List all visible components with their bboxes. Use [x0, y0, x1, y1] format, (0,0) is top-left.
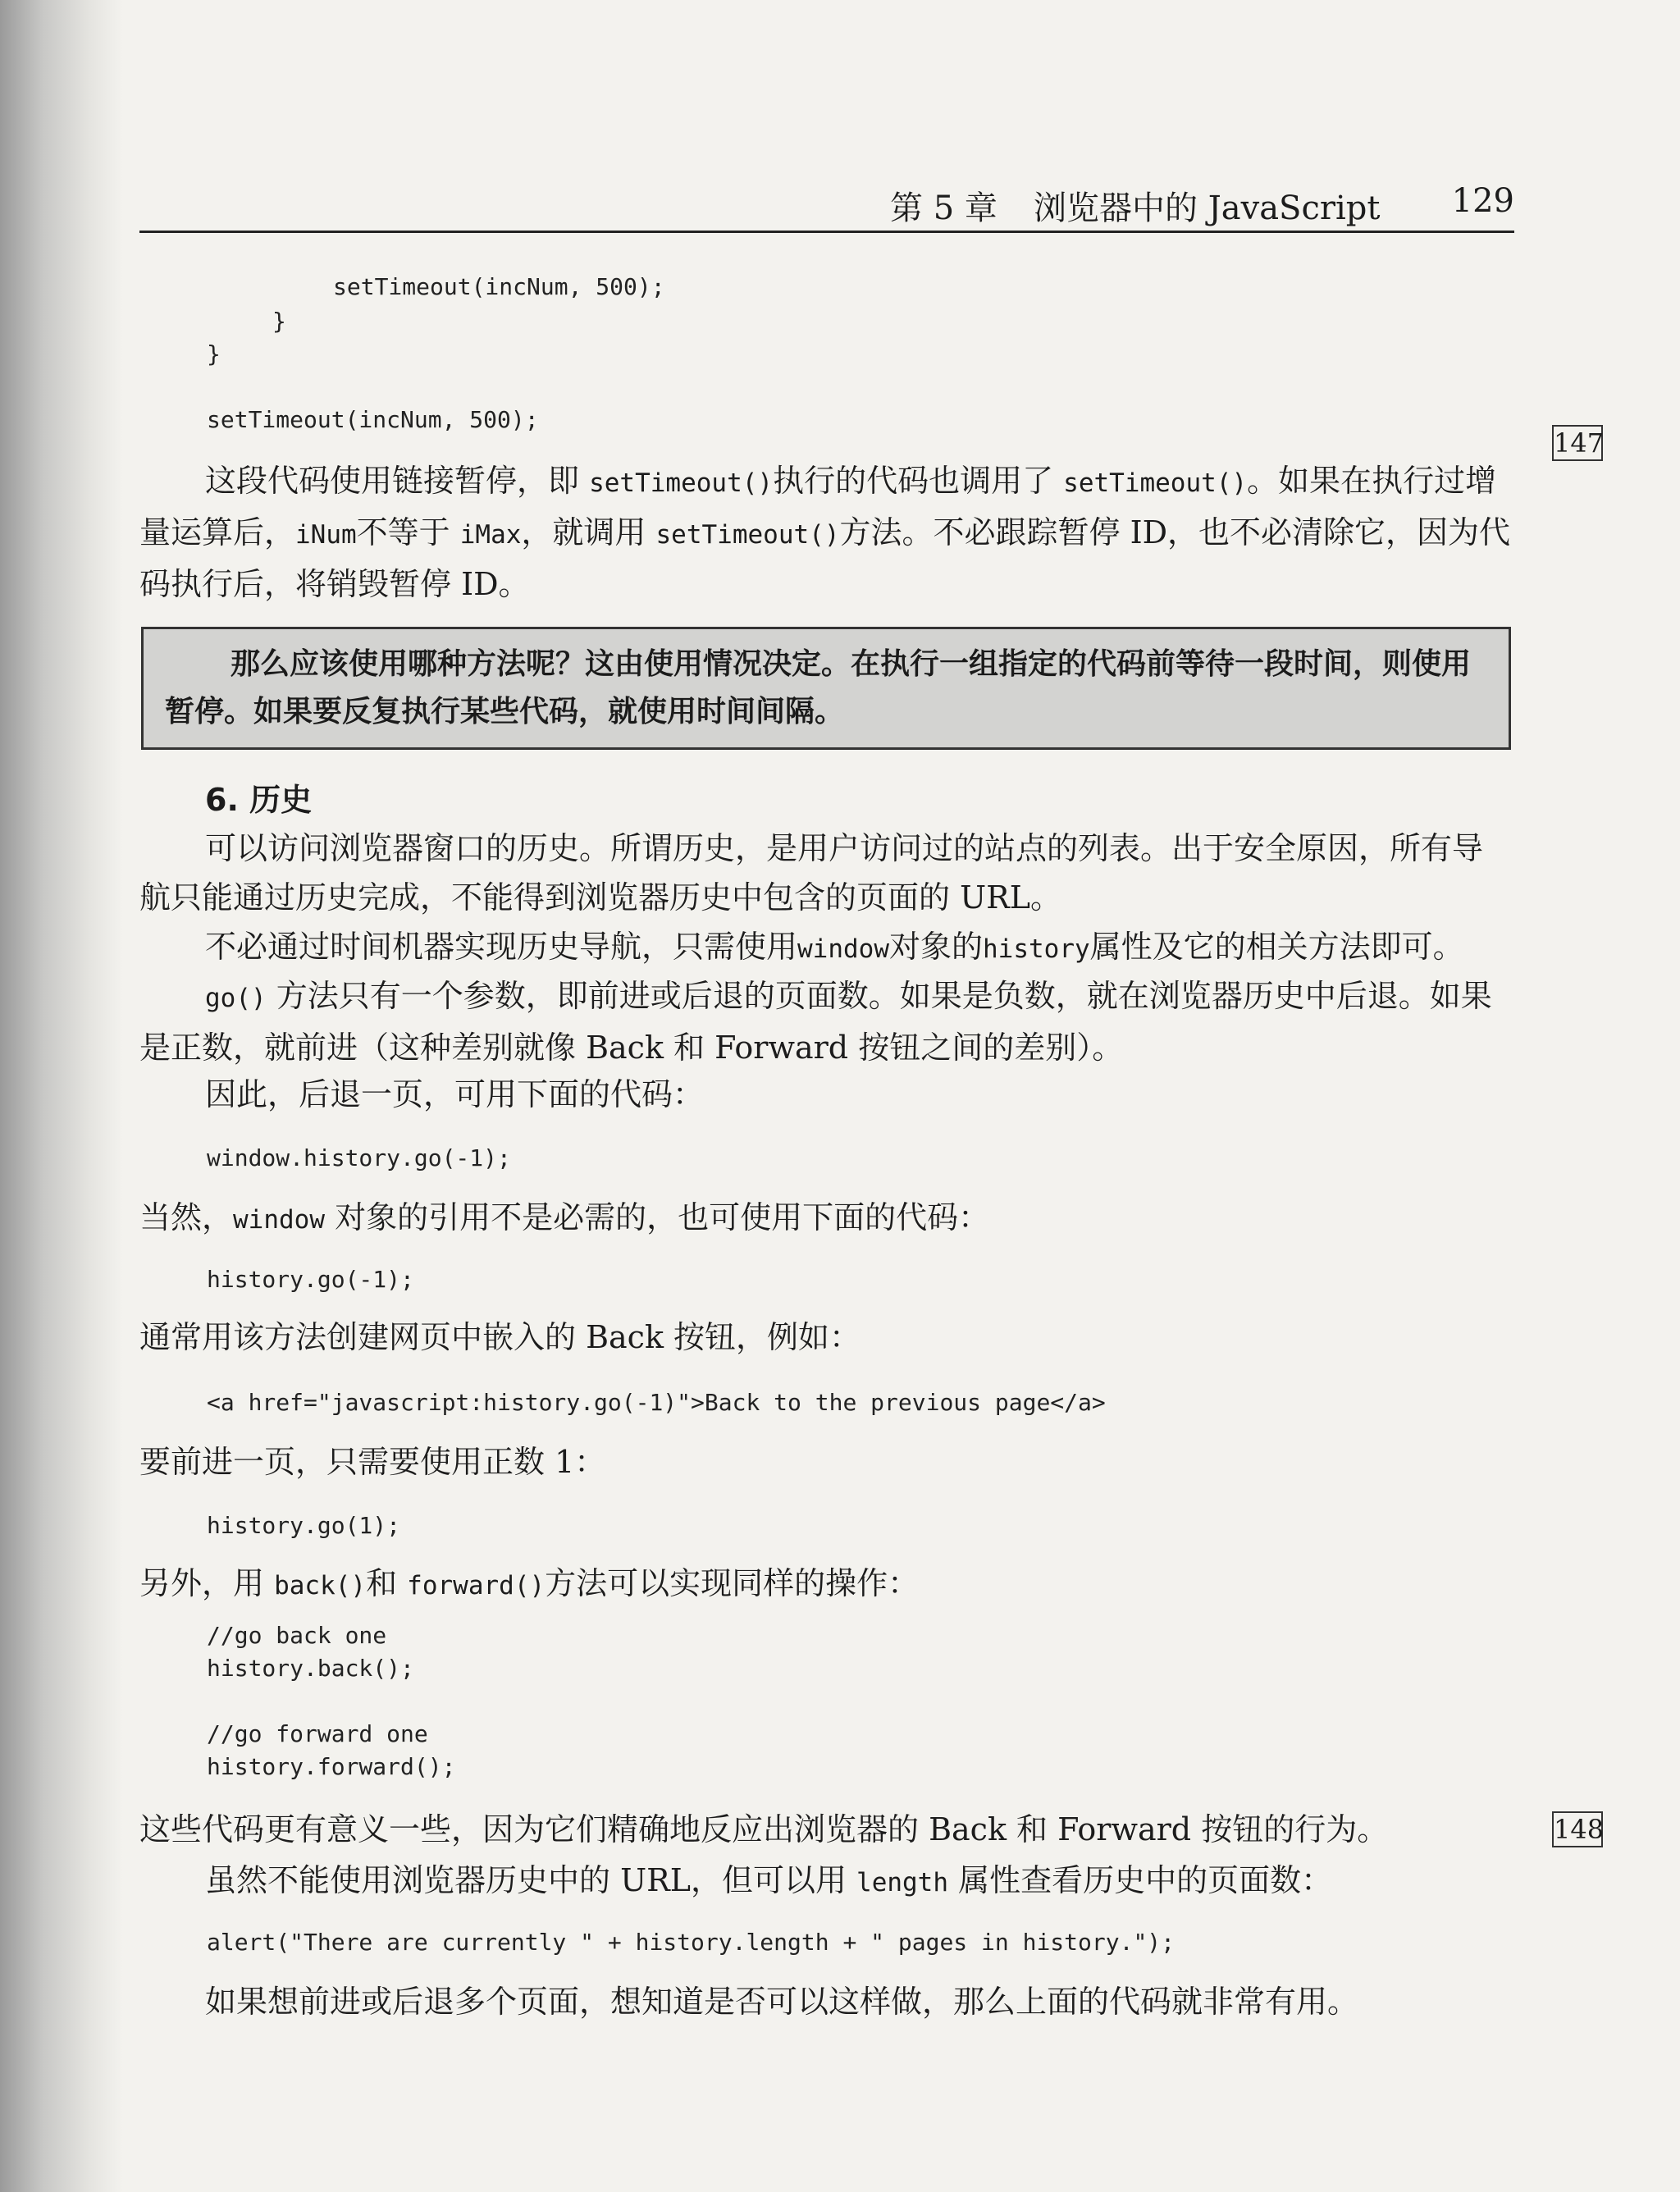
inline-code: setTimeout() — [1063, 468, 1248, 498]
paragraph-conclusion: 如果想前进或后退多个页面，想知道是否可以这样做，那么上面的代码就非常有用。 — [205, 1984, 1359, 2020]
paragraph-length-property — [139, 1856, 1513, 1907]
text-run: 当然， — [139, 1199, 234, 1235]
note-box — [141, 627, 1511, 750]
code-line: setTimeout(incNum, 500); — [333, 273, 665, 300]
inline-code: length — [856, 1868, 949, 1897]
text-run: 方法可以实现同样的操作： — [545, 1565, 920, 1601]
paragraph-history-intro: 可以访问浏览器窗口的历史。所谓历史，是用户访问过的站点的列表。出于安全原因，所有导航只能通过历史完成，不能得到浏览器历史中包含的页面的 URL。 — [139, 830, 1484, 916]
header-rule — [139, 231, 1514, 233]
code-back-forward: //go back one history.back(); //go forward one history.forward(); — [207, 1622, 456, 1780]
code-line: setTimeout(incNum, 500); — [207, 406, 539, 433]
code-history-back-short: history.go(-1); — [207, 1266, 414, 1293]
inline-code: setTimeout() — [589, 468, 774, 498]
text-run: 这段代码使用链接暂停，即 — [205, 463, 590, 499]
paragraph-window-reference — [139, 1193, 1513, 1244]
header-title: 浏览器中的 JavaScript — [1034, 190, 1381, 227]
text-run: 和 — [366, 1565, 408, 1601]
paragraph-back-one: 因此，后退一页，可用下面的代码： — [205, 1076, 705, 1112]
code-history-back: window.history.go(-1); — [207, 1144, 511, 1171]
inline-code: window — [797, 934, 889, 964]
paragraph-back-forward-methods — [139, 1559, 1513, 1610]
code-line: } — [272, 308, 286, 335]
paragraph-meaningful: 这些代码更有意义一些，因为它们精确地反应出浏览器的 Back 和 Forward 按钮的行为。 — [139, 1811, 1389, 1847]
text-run: 另外，用 — [139, 1565, 275, 1601]
paragraph-go-method — [139, 971, 1513, 1072]
text-run: 属性及它的相关方法即可。 — [1089, 929, 1464, 965]
paragraph-back-button: 通常用该方法创建网页中嵌入的 Back 按钮，例如： — [139, 1319, 861, 1355]
code-forward-one: history.go(1); — [207, 1512, 401, 1539]
inline-code: history — [983, 934, 1090, 964]
section-title: 6. 历史 — [205, 782, 313, 818]
paragraph-timeout-explanation — [139, 456, 1513, 609]
text-run: 对象的 — [889, 929, 984, 965]
header-chapter: 第 5 章 — [890, 190, 998, 227]
paragraph-forward-one: 要前进一页，只需要使用正数 1： — [139, 1444, 606, 1480]
text-run: 方法。不必跟踪暂停 ID，也不必清除它，因为代码执行后，将销毁暂停 ID。 — [139, 514, 1511, 602]
paragraph-history-property — [139, 922, 1513, 974]
inline-code: go() — [205, 984, 267, 1013]
margin-page-number: 148 — [1552, 1811, 1603, 1847]
text-run: 虽然不能使用浏览器历史中的 URL，但可以用 — [205, 1862, 857, 1898]
text-run: 对象的引用不是必需的，也可使用下面的代码： — [325, 1199, 990, 1235]
text-run: 不必通过时间机器实现历史导航，只需使用 — [205, 929, 798, 965]
inline-code: setTimeout() — [655, 520, 840, 550]
text-run: ，就调用 — [521, 514, 656, 550]
code-line: } — [207, 340, 221, 368]
margin-page-number: 147 — [1552, 425, 1603, 461]
text-run: 执行的代码也调用了 — [773, 463, 1064, 499]
inline-code: forward() — [407, 1571, 546, 1601]
note-text: 那么应该使用哪种方法呢？这由使用情况决定。在执行一组指定的代码前等待一段时间，则使用暂停。如果要反复执行某些代码，就使用时间间隔。 — [165, 647, 1472, 728]
header-page-number: 129 — [1451, 182, 1514, 220]
inline-code: iNum — [295, 520, 357, 550]
text-run: 方法只有一个参数，即前进或后退的页面数。如果是负数，就在浏览器历史中后退。如果是正数，就前进（这种差别就像 Back 和 Forward 按钮之间的差别）。 — [139, 978, 1492, 1066]
text-run: 属性查看历史中的页面数： — [948, 1862, 1333, 1898]
inline-code: back() — [274, 1571, 367, 1601]
code-back-link: <a href="javascript:history.go(-1)">Back to the previous page</a> — [207, 1389, 1106, 1416]
inline-code: iMax — [459, 520, 522, 550]
inline-code: window — [233, 1205, 325, 1235]
text-run: 不等于 — [356, 514, 460, 550]
code-alert-length: alert("There are currently " + history.length + " pages in history."); — [207, 1929, 1176, 1956]
text-run: 。如果在执行过增量运算后， — [139, 463, 1497, 550]
